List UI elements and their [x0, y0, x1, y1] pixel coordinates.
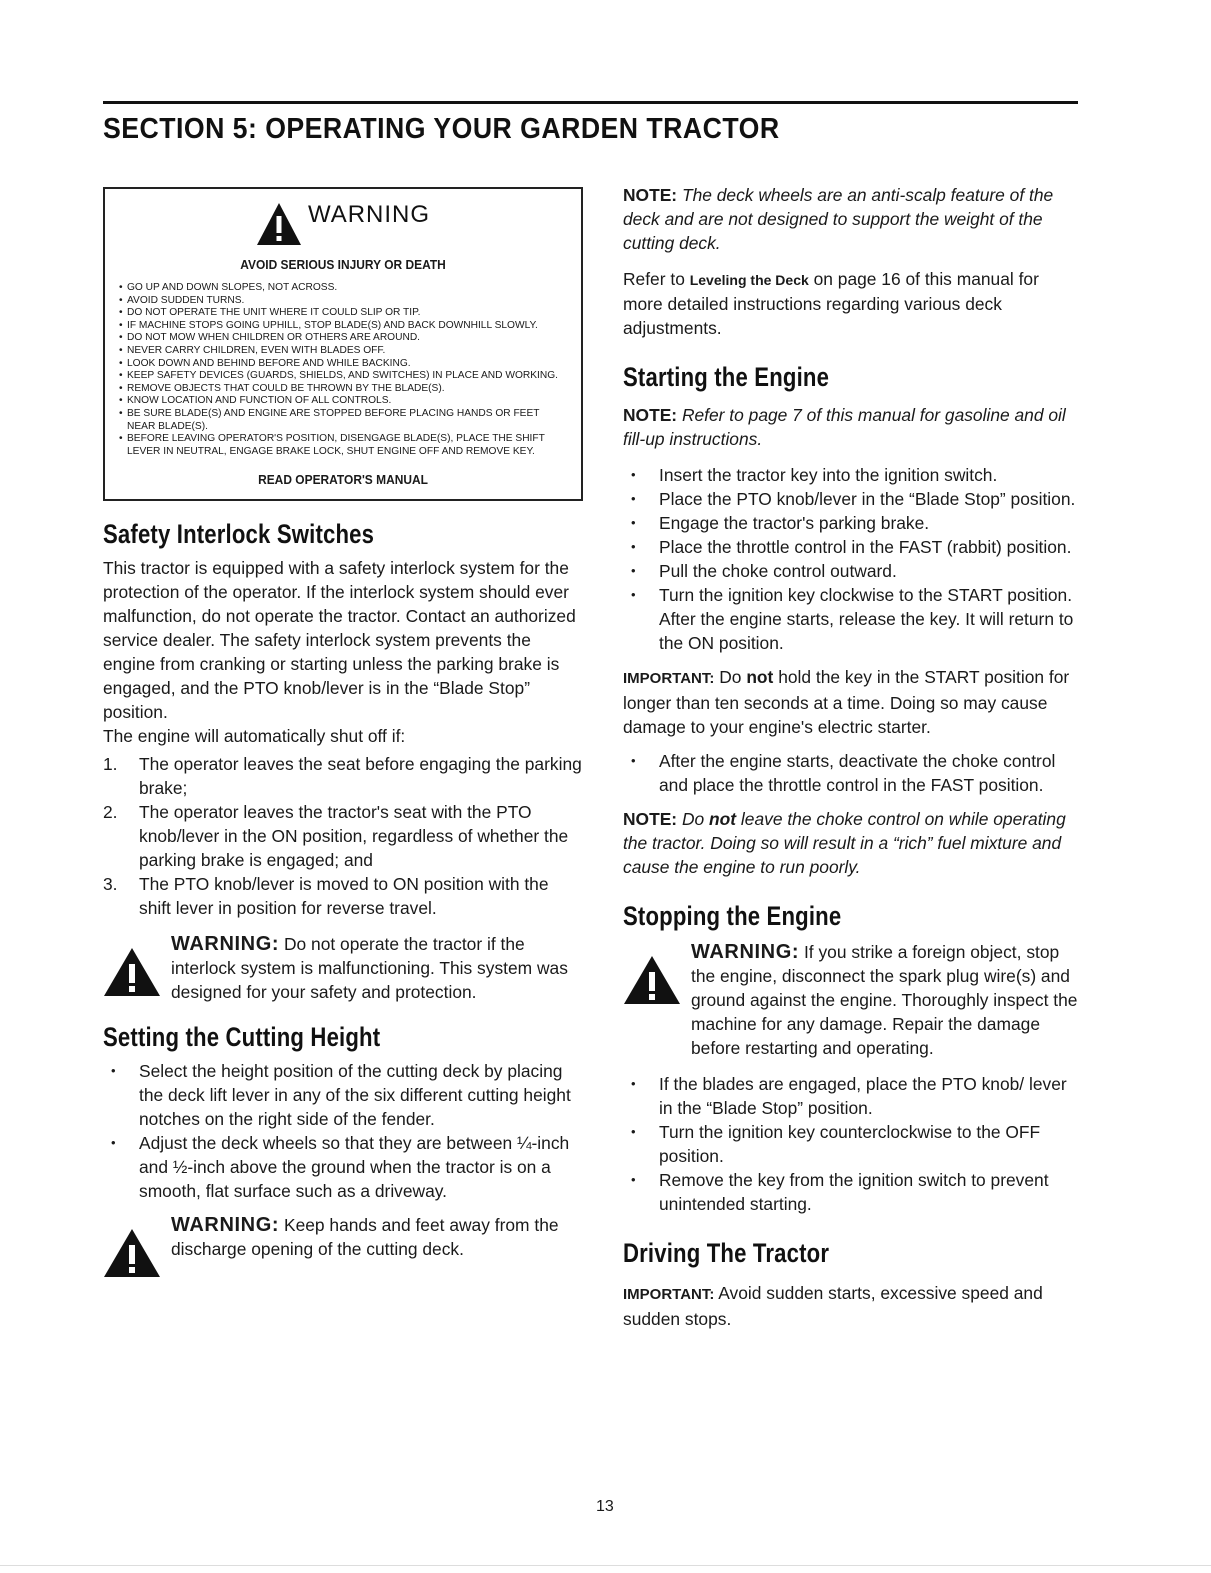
safety-heading: Safety Interlock Switches: [103, 519, 375, 550]
list-item: • AVOID SUDDEN TURNS.: [119, 295, 567, 308]
list-item: • BEFORE LEAVING OPERATOR'S POSITION, DISENGAGE BLADE(S), PLACE THE SHIFT LEVER IN NEUTRAL, ENGAGE BRAKE LOCK, SHUT ENGINE OFF AND REMOVE KEY.: [119, 433, 567, 458]
warning-box: [103, 187, 583, 501]
refer-paragraph: Refer to Leveling the Deck on page 16 of this manual for more detailed instructions regarding various deck adjustments.: [623, 269, 1039, 338]
list-item: • Turn the ignition key counterclockwise to the OFF position.: [623, 1120, 1083, 1168]
leveling-reference: Leveling the Deck: [689, 272, 809, 288]
warning-text: Keep hands and feet away from the discharge opening of the cutting deck.: [171, 1215, 559, 1260]
list-item: • KEEP SAFETY DEVICES (GUARDS, SHIELDS, AND SWITCHES) IN PLACE AND WORKING.: [119, 370, 567, 383]
left-column: [103, 183, 583, 1279]
safety-paragraph: This tractor is equipped with a safety interlock system for the protection of the operator. If the interlock system should ever malfunction, do not operate the tractor. Contact an authorized service dealer. The safety interlock system prevents the engine from cranking or starting unless the parking brake is engaged, and the PTO knob/lever is in the “Blade Stop” position.: [103, 558, 576, 723]
list-item: • REMOVE OBJECTS THAT COULD BE THROWN BY THE BLADE(S).: [119, 383, 567, 396]
top-rule: [103, 101, 1078, 104]
warning-word: WARNING:: [691, 941, 800, 963]
page-number: 13: [596, 1498, 614, 1515]
warning-triangle-icon: [103, 1227, 161, 1279]
warning-word: WARNING:: [171, 933, 280, 956]
list-item: • Pull the choke control outward.: [623, 559, 1083, 583]
stopping-heading: Stopping the Engine: [623, 901, 842, 931]
right-column: [623, 183, 1083, 1331]
cutting-list: [103, 1059, 583, 1203]
list-item: • Adjust the deck wheels so that they are between ¼-inch and ½-inch above the ground when the tractor is on a smooth, flat surface such as a driveway.: [103, 1131, 583, 1203]
read-manual-notice: READ OPERATOR'S MANUAL: [258, 472, 428, 488]
list-item: • GO UP AND DOWN SLOPES, NOT ACROSS.: [119, 282, 567, 295]
list-item: • BE SURE BLADE(S) AND ENGINE ARE STOPPED BEFORE PLACING HANDS OR FEET NEAR BLADE(S).: [119, 408, 567, 433]
list-item: • Insert the tractor key into the ignition switch.: [623, 463, 1083, 487]
warning-triangle-icon: [103, 946, 161, 998]
list-item: • DO NOT MOW WHEN CHILDREN OR OTHERS ARE AROUND.: [119, 332, 567, 345]
list-item: • Place the throttle control in the FAST (rabbit) position.: [623, 535, 1083, 559]
starting-list: [623, 463, 1083, 655]
stopping-list: [623, 1072, 1083, 1216]
safety-list: [103, 752, 583, 920]
starting-note: NOTE: Refer to page 7 of this manual for gasoline and oil fill-up instructions.: [623, 405, 1066, 449]
warning-word: WARNING:: [171, 1214, 280, 1237]
list-item: 3. The PTO knob/lever is moved to ON position with the shift lever in position for reverse travel.: [103, 874, 549, 919]
list-item: • Turn the ignition key clockwise to the START position. After the engine starts, release the key. It will return to the ON position.: [623, 583, 1083, 655]
list-item: • KNOW LOCATION AND FUNCTION OF ALL CONTROLS.: [119, 395, 567, 408]
list-item: • IF MACHINE STOPS GOING UPHILL, STOP BLADE(S) AND BACK DOWNHILL SLOWLY.: [119, 320, 567, 333]
list-item: • DO NOT OPERATE THE UNIT WHERE IT COULD SLIP OR TIP.: [119, 307, 567, 320]
cutting-heading: Setting the Cutting Height: [103, 1022, 381, 1053]
safety-intro: The engine will automatically shut off if:: [103, 726, 406, 747]
list-item: • Remove the key from the ignition switch to prevent unintended starting.: [623, 1168, 1083, 1216]
warning-text: stop the engine, disconnect the spark plug wire(s) and ground against the engine. Thoroughly inspect the machine for any damage. Repair the damage before restarting and operating.: [691, 942, 1078, 1058]
driving-important: IMPORTANT: Avoid sudden starts, excessive speed and sudden stops.: [623, 1283, 1043, 1329]
section-title: SECTION 5: OPERATING YOUR GARDEN TRACTOR: [103, 113, 780, 145]
warning-word: WARNING: [307, 201, 431, 228]
list-item: • LOOK DOWN AND BEHIND BEFORE AND WHILE BACKING.: [119, 358, 567, 371]
warning-subtitle: AVOID SERIOUS INJURY OR DEATH: [240, 257, 446, 272]
choke-note: NOTE: Do not leave the choke control on while operating the tractor. Doing so will result in a “rich” fuel mixture and cause the engine to run poorly.: [623, 809, 1066, 877]
warning-header: [119, 201, 567, 247]
list-item: • NEVER CARRY CHILDREN, EVEN WITH BLADES OFF.: [119, 345, 567, 358]
list-item: • If the blades are engaged, place the PTO knob/ lever in the “Blade Stop” position.: [623, 1072, 1083, 1120]
list-item: • Select the height position of the cutting deck by placing the deck lift lever in any of the six different cutting height notches on the right side of the fender.: [103, 1059, 583, 1131]
starting-heading: Starting the Engine: [623, 362, 830, 392]
driving-heading: Driving The Tractor: [623, 1238, 830, 1268]
list-item: • After the engine starts, deactivate the choke control and place the throttle control in the FAST position.: [623, 749, 1083, 797]
deck-note: NOTE: The deck wheels are an anti-scalp feature of the deck and are not designed to support the weight of the cutting deck.: [623, 185, 1054, 253]
list-item: • Engage the tractor's parking brake.: [623, 511, 1083, 535]
warning-lead: If you strike a foreign object,: [803, 942, 1022, 962]
scan-edge: [0, 1565, 1211, 1566]
warning-text: Do not operate the tractor if the interlock system is malfunctioning. This system was designed for your safety and protection.: [171, 934, 568, 1003]
list-item: • Place the PTO knob/lever in the “Blade Stop” position.: [623, 487, 1083, 511]
starting-important: IMPORTANT: Do not hold the key in the START position for longer than ten seconds at a time. Doing so may cause damage to your engine's electric starter.: [623, 667, 1070, 737]
list-item: 2. The operator leaves the tractor's seat with the PTO knob/lever in the ON position, regardless of whether the parking brake is engaged; and: [103, 802, 569, 871]
cutting-warning: [103, 1213, 583, 1279]
interlock-warning: [103, 932, 583, 1004]
stopping-warning: [623, 940, 1083, 1060]
starting-list-after: [623, 749, 1083, 797]
list-item: 1. The operator leaves the seat before engaging the parking brake;: [103, 754, 582, 799]
warning-triangle-icon: [623, 954, 681, 1006]
warning-triangle-icon: [256, 201, 302, 247]
warning-list: [119, 282, 567, 458]
